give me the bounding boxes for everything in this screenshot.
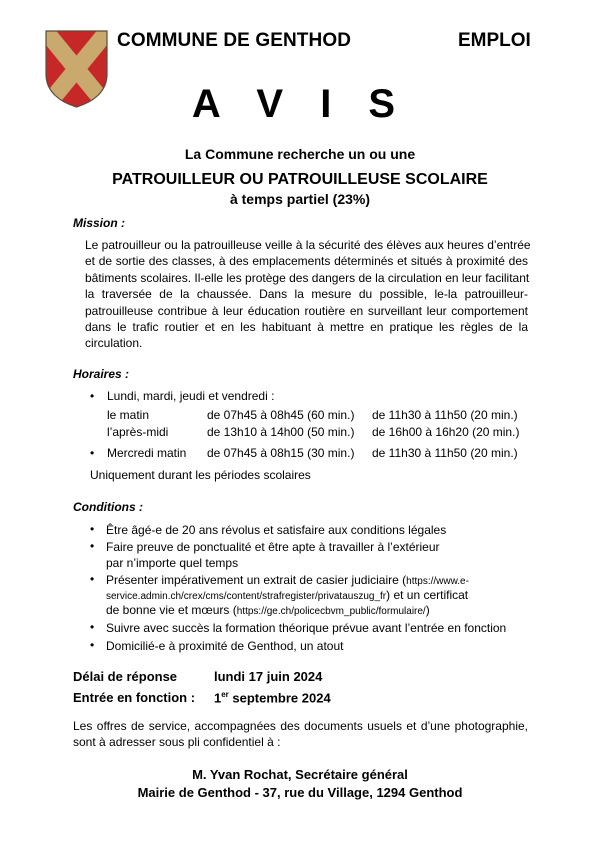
condition-item: Être âgé-e de 20 ans révolus et satisfaire aux conditions légales <box>106 523 447 537</box>
schedule-slot: de 07h45 à 08h45 (60 min.) <box>207 408 355 422</box>
mission-line: bâtiments scolaires. Il-elle les protège des dangers de la circulation en leur facilitant <box>85 270 530 285</box>
schedule-label: l’après-midi <box>107 425 169 439</box>
mission-line: circulation. <box>85 336 143 351</box>
schedule-slot: de 13h10 à 14h00 (50 min.) <box>207 425 355 439</box>
condition-text: ) et un certificat <box>386 588 469 602</box>
bullet-icon: • <box>90 446 95 460</box>
page-title: A V I S <box>191 82 409 126</box>
condition-item: Domicilié-e à proximité de Genthod, un atout <box>106 639 344 653</box>
casier-link-cont[interactable]: service.admin.ch/crex/cms/content/strafregister/privatauszug_fr <box>106 591 387 602</box>
bullet-icon: • <box>90 638 95 652</box>
schedule-slot: de 11h30 à 11h50 (20 min.) <box>372 408 518 422</box>
start-label: Entrée en fonction : <box>73 690 196 705</box>
days-weekdays: Lundi, mardi, jeudi et vendredi : <box>107 389 275 403</box>
bonne-vie-link[interactable]: https://ge.ch/policecbvm_public/formulaire/ <box>236 606 426 617</box>
start-day: 1 <box>214 690 222 706</box>
mission-text <box>85 237 531 352</box>
category-label: EMPLOI <box>458 30 531 51</box>
condition-text: Présenter impérativement un extrait de casier judiciaire ( <box>106 573 407 587</box>
schedule-note: Uniquement durant les périodes scolaires <box>90 468 311 482</box>
schedule-label: le matin <box>107 408 150 422</box>
position-rate: à temps partiel (23%) <box>229 191 371 207</box>
bullet-icon: • <box>90 539 95 553</box>
schedule-slot: de 16h00 à 16h20 (20 min.) <box>372 425 520 439</box>
bullet-icon: • <box>90 522 95 536</box>
closing-line: sont à adresser sous pli confidentiel à : <box>73 735 281 749</box>
condition-item-cont: par n’importe quel temps <box>106 556 239 570</box>
mission-line: dans le trafic routier et en les habituant à mettre en pratique les règles de la <box>85 319 528 334</box>
casier-link[interactable]: https://www.e- <box>406 576 469 587</box>
bullet-icon: • <box>90 389 95 403</box>
signature-address: Mairie de Genthod - 37, rue du Village, 1294 Genthod <box>137 785 463 800</box>
closing-text <box>73 718 528 750</box>
schedule-slot: de 07h45 à 08h15 (30 min.) <box>207 446 355 460</box>
condition-item-cont <box>106 602 430 620</box>
condition-item: Faire preuve de ponctualité et être apte à travailler à l’extérieur <box>106 540 440 554</box>
conditions-heading: Conditions : <box>73 500 143 514</box>
condition-text: ) <box>425 603 430 617</box>
intro-text: La Commune recherche un ou une <box>184 146 416 162</box>
start-value <box>214 690 331 705</box>
deadline-value: lundi 17 juin 2024 <box>214 669 323 684</box>
horaires-heading: Horaires : <box>73 367 130 381</box>
position-title: PATROUILLEUR OU PATROUILLEUSE SCOLAIRE <box>112 171 488 188</box>
start-day-suffix: er <box>221 690 229 699</box>
mission-line: patrouilleuse contribue à leur éducation routière en surveillant leur comportement <box>85 303 528 318</box>
mission-heading: Mission : <box>73 216 126 230</box>
mission-line: Le patrouilleur ou la patrouilleuse veille à la sécurité des élèves aux heures d’entrée <box>85 238 531 252</box>
condition-item: Suivre avec succès la formation théorique prévue avant l’entrée en fonction <box>106 621 507 635</box>
bullet-icon: • <box>90 572 95 586</box>
start-month: septembre 2024 <box>228 690 331 706</box>
commune-name: COMMUNE DE GENTHOD <box>117 30 352 51</box>
closing-line: Les offres de service, accompagnées des documents usuels et d’une photographie, <box>73 719 528 733</box>
schedule-slot: de 11h30 à 11h50 (20 min.) <box>372 446 518 460</box>
bullet-icon: • <box>90 620 95 634</box>
deadline-label: Délai de réponse <box>73 669 178 684</box>
mission-line: la traversée de la chaussée. Dans la mesure du possible, le-la patrouilleur- <box>85 287 528 302</box>
mission-line: et de sortie des classes, à des emplacements déterminés et situés à proximité des <box>85 254 528 269</box>
days-wednesday: Mercredi matin <box>107 446 187 460</box>
condition-text: de bonne vie et mœurs ( <box>106 603 237 617</box>
signature-name: M. Yvan Rochat, Secrétaire général <box>192 767 408 782</box>
